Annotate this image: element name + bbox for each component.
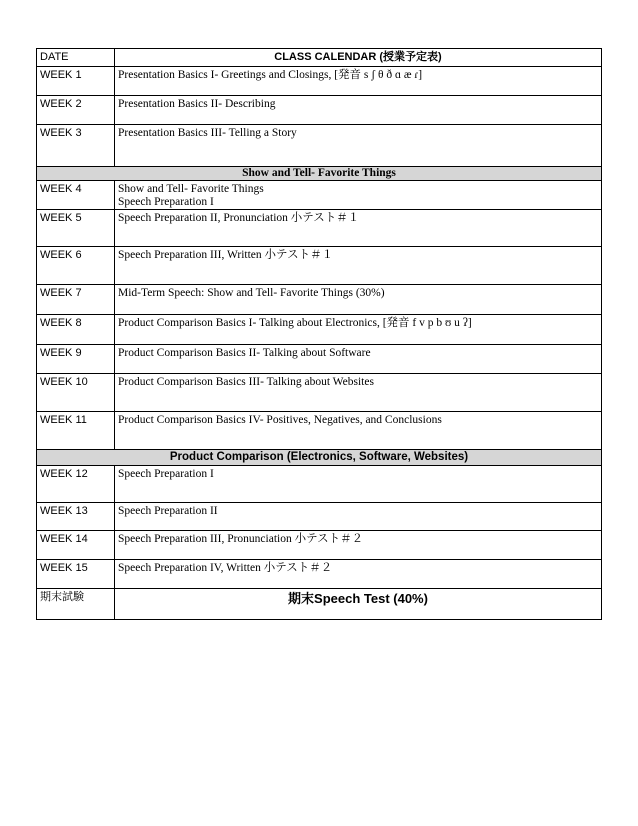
week-label: WEEK 10 — [37, 374, 115, 412]
week-content — [115, 247, 602, 285]
content-line: Presentation Basics I- Greetings and Closings, [発音 s ʃ θ ð ɑ æ ɾ] — [118, 69, 423, 81]
content-line: Product Comparison Basics III- Talking about Websites — [118, 376, 374, 388]
week-content — [115, 96, 602, 125]
week-row — [37, 345, 602, 374]
week-row — [37, 412, 602, 450]
content-line: Presentation Basics II- Describing — [118, 98, 276, 110]
week-row — [37, 247, 602, 285]
week-label: WEEK 15 — [37, 560, 115, 589]
final-exam-label: 期末試験 — [37, 589, 115, 620]
week-label: WEEK 14 — [37, 531, 115, 560]
section-title: Product Comparison (Electronics, Software, Websites) — [37, 450, 602, 466]
week-label: WEEK 4 — [37, 181, 115, 210]
week-row — [37, 374, 602, 412]
week-row — [37, 315, 602, 345]
content-line: Speech Preparation II — [118, 505, 218, 517]
week-row — [37, 560, 602, 589]
content-line: Speech Preparation II, Pronunciation 小テスト＃１ — [118, 212, 360, 224]
week-row — [37, 67, 602, 96]
week-row — [37, 466, 602, 503]
week-content — [115, 315, 602, 345]
week-label: WEEK 3 — [37, 125, 115, 167]
final-exam-row — [37, 589, 602, 620]
final-exam-title: 期末Speech Test (40%) — [115, 589, 602, 620]
week-label: WEEK 2 — [37, 96, 115, 125]
section-row — [37, 450, 602, 466]
week-row — [37, 125, 602, 167]
week-row — [37, 531, 602, 560]
week-content — [115, 466, 602, 503]
week-content — [115, 67, 602, 96]
week-row — [37, 210, 602, 247]
week-row — [37, 96, 602, 125]
week-label: WEEK 9 — [37, 345, 115, 374]
week-content — [115, 374, 602, 412]
content-line: Speech Preparation III, Written 小テスト＃１ — [118, 249, 334, 261]
week-label: WEEK 11 — [37, 412, 115, 450]
header-row — [37, 49, 602, 67]
week-content — [115, 210, 602, 247]
content-line: Product Comparison Basics IV- Positives, Negatives, and Conclusions — [118, 414, 442, 426]
week-content — [115, 531, 602, 560]
week-content — [115, 181, 602, 210]
week-row — [37, 503, 602, 531]
week-content — [115, 345, 602, 374]
week-label: WEEK 13 — [37, 503, 115, 531]
week-content — [115, 560, 602, 589]
content-line: Product Comparison Basics I- Talking about Electronics, [発音 f v p b ʊ u ʔ] — [118, 317, 472, 329]
content-line: Speech Preparation III, Pronunciation 小テスト＃２ — [118, 533, 364, 545]
content-line: Speech Preparation I — [118, 468, 214, 480]
content-line: Speech Preparation IV, Written 小テスト＃２ — [118, 562, 333, 574]
week-label: WEEK 8 — [37, 315, 115, 345]
week-row — [37, 181, 602, 210]
section-row — [37, 167, 602, 181]
week-content — [115, 285, 602, 315]
week-row — [37, 285, 602, 315]
content-line: Product Comparison Basics II- Talking about Software — [118, 347, 371, 359]
week-label: WEEK 7 — [37, 285, 115, 315]
week-label: WEEK 12 — [37, 466, 115, 503]
class-calendar-table — [36, 48, 602, 620]
week-content — [115, 412, 602, 450]
week-content — [115, 503, 602, 531]
header-calendar-title: CLASS CALENDAR (授業予定表) — [115, 49, 602, 67]
week-content — [115, 125, 602, 167]
content-line: Mid-Term Speech: Show and Tell- Favorite Things (30%) — [118, 287, 385, 299]
content-line: Speech Preparation I — [118, 196, 214, 208]
week-label: WEEK 6 — [37, 247, 115, 285]
content-line: Show and Tell- Favorite Things — [118, 183, 264, 195]
week-label: WEEK 1 — [37, 67, 115, 96]
content-line: Presentation Basics III- Telling a Story — [118, 127, 297, 139]
header-date: DATE — [37, 49, 115, 67]
week-label: WEEK 5 — [37, 210, 115, 247]
section-title: Show and Tell- Favorite Things — [37, 167, 602, 181]
